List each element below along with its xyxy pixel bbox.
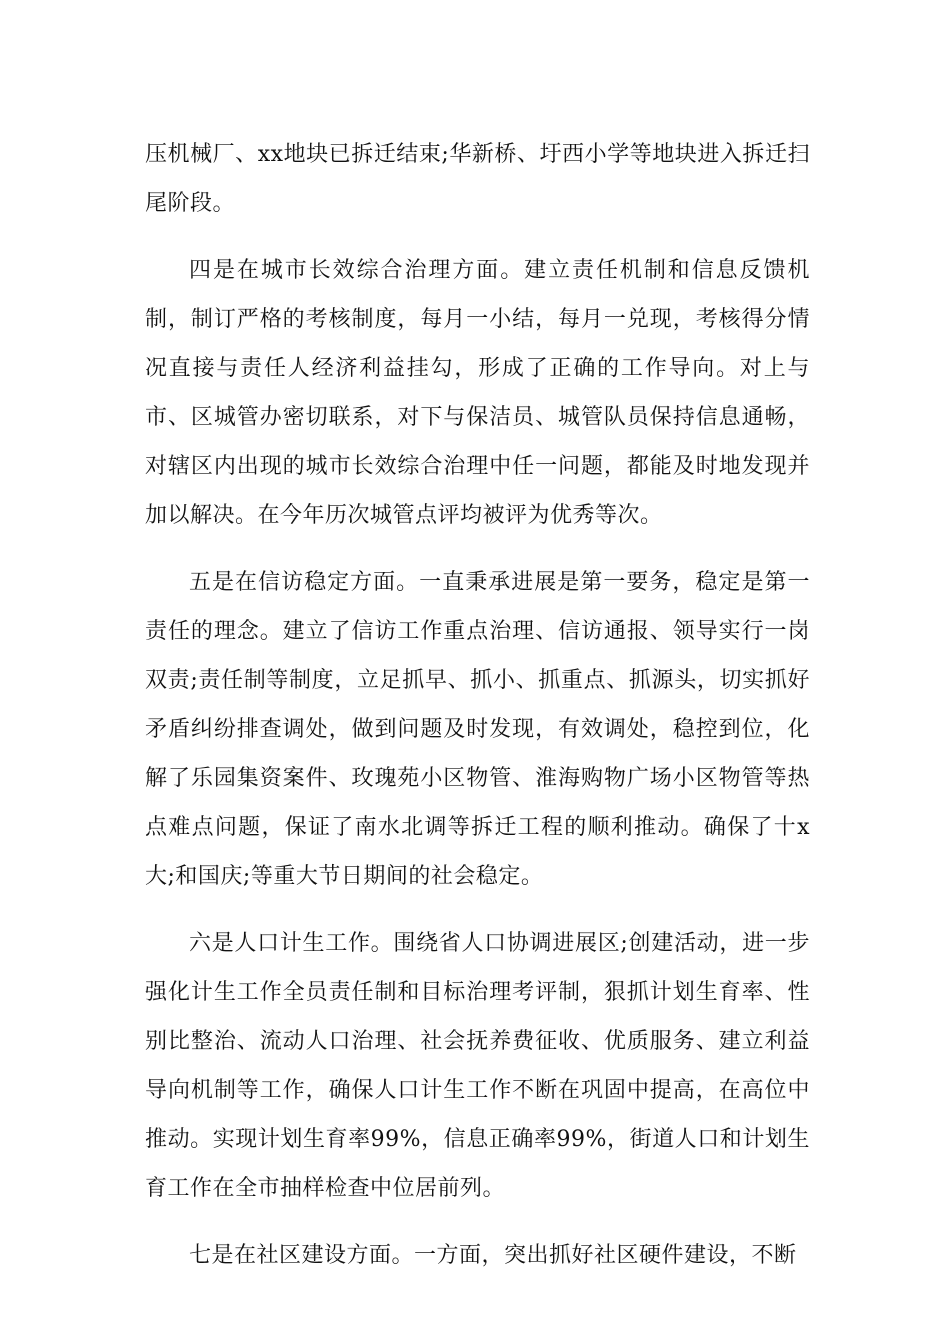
paragraph-urban-governance: 四是在城市长效综合治理方面。建立责任机制和信息反馈机制，制订严格的考核制度，每月一小结，每月一兑现，考核得分情况直接与责任人经济利益挂勾，形成了正确的工作导向。对上与市、区城管办密切联系，对下与保洁员、城管队员保持信息通畅，对辖区内出现的城市长效综合治理中任一问题，都能及时地发现并加以解决。在今年历次城管点评均被评为优秀等次。 <box>145 258 810 528</box>
paragraph-demolition-continued: 压机械厂、xx地块已拆迁结束;华新桥、圩西小学等地块进入拆迁扫尾阶段。 <box>145 142 810 216</box>
document-body <box>145 130 810 1298</box>
paragraph-petition-stability: 五是在信访稳定方面。一直秉承进展是第一要务，稳定是第一责任的理念。建立了信访工作重点治理、信访通报、领导实行一岗双责;责任制等制度，立足抓早、抓小、抓重点、抓源头，切实抓好矛盾纠纷排查调处，做到问题及时发现，有效调处，稳控到位，化解了乐园集资案件、玫瑰苑小区物管、淮海购物广场小区物管等热点难点问题，保证了南水北调等拆迁工程的顺利推动。确保了十x大;和国庆;等重大节日期间的社会稳定。 <box>145 570 810 889</box>
paragraph-community-building: 七是在社区建设方面。一方面，突出抓好社区硬件建设，不断 <box>189 1243 797 1268</box>
paragraph-family-planning: 六是人口计生工作。围绕省人口协调进展区;创建活动，进一步强化计生工作全员责任制和目标治理考评制，狠抓计划生育率、性别比整治、流动人口治理、社会抚养费征收、优质服务、建立利益导向机制等工作，确保人口计生工作不断在巩固中提高，在高位中推动。实现计划生育率99%，信息正确率99%，街道人口和计划生育工作在全市抽样检查中位居前列。 <box>145 931 810 1201</box>
